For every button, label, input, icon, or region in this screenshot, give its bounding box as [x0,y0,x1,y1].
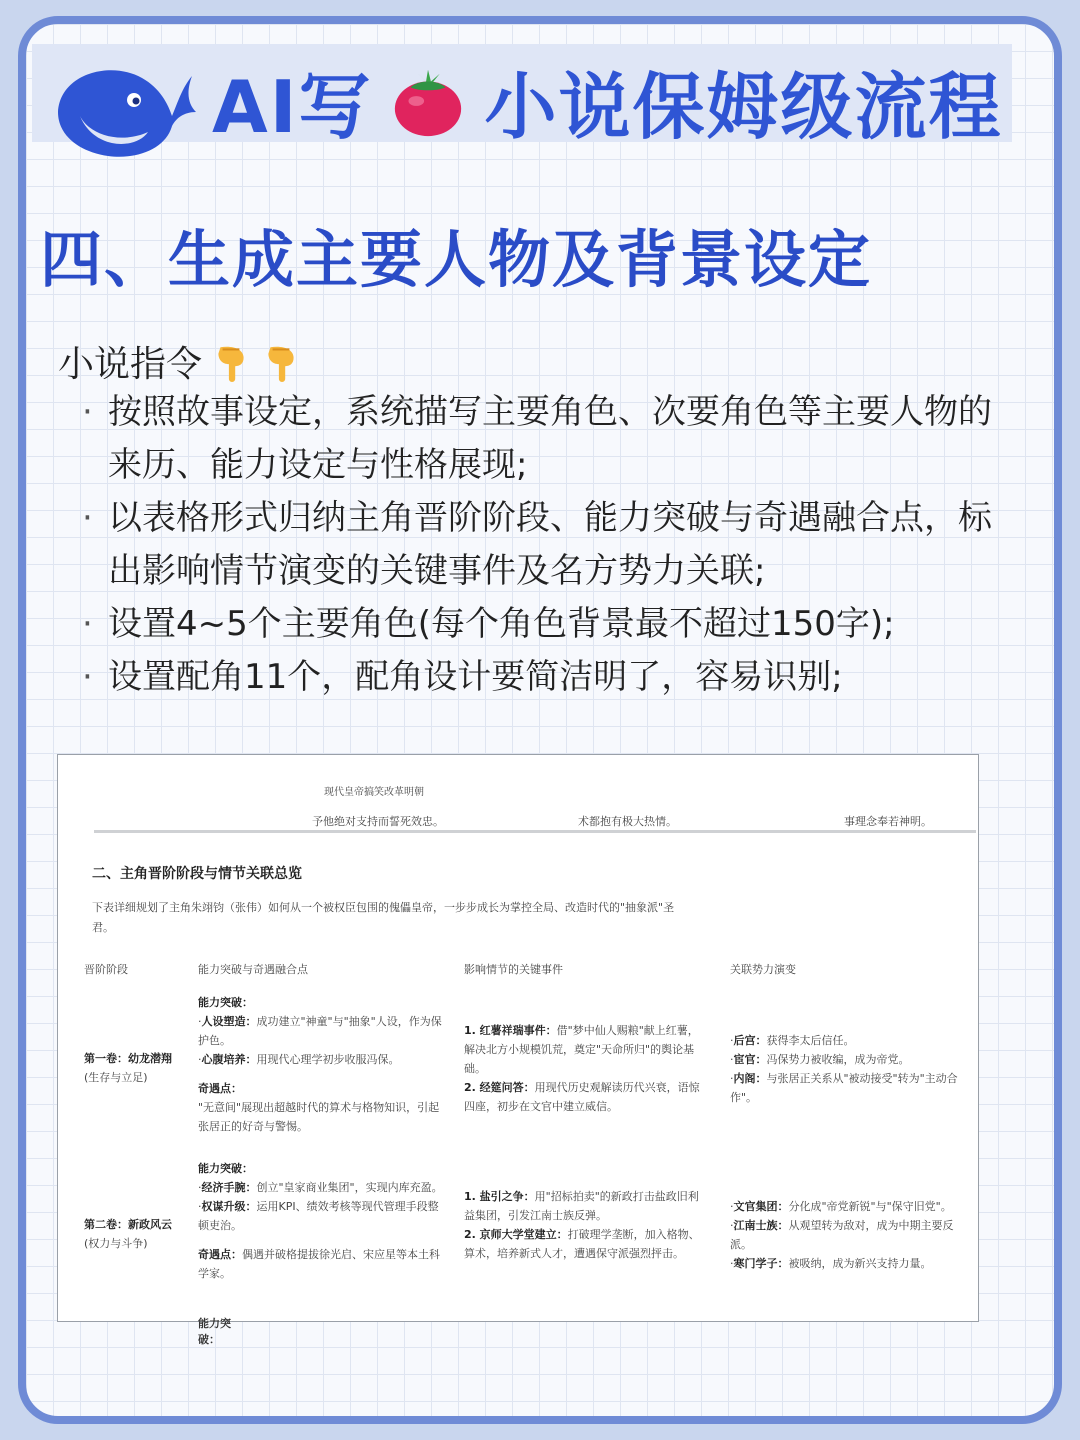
pointing-down-hand-icon [260,341,302,383]
instructions-label: 小说指令 [58,344,203,385]
column-header: 能力突破与奇遇融合点 [198,963,308,976]
banner-title-suffix: 小说保姆级流程 [484,65,1003,149]
instruction-item: · 设置4~5个主要角色(每个角色背景最不超过150字); [82,604,895,644]
doc-description: 下表详细规划了主角朱翊钧（张伟）如何从一个被权臣包围的傀儡皇帝，一步步成长为掌控全局、改造时代的"抽象派"圣君。 [92,901,675,934]
column-header: 晋阶阶段 [84,963,128,976]
banner-title-prefix: AI写 [212,65,373,149]
instruction-item: · 按照故事设定，系统描写主要角色、次要角色等主要人物的来历、能力设定与性格展现; [82,392,992,485]
cut-off-text [198,1315,248,1323]
table-row-events: 1. 红薯祥瑞事件：借"梦中仙人赐粮"献上红薯，解决北方小规模饥荒，奠定"天命所归"的舆论基础。 2. 经筵问答：用现代历史观解读历代兴衰，语惊四座，初步在文官中建立威信。 [464,1024,700,1113]
document-screenshot [57,754,979,1322]
banner-title [212,52,1032,150]
doc-top-cell: 予他绝对支持而誓死效忠。 [312,815,444,828]
column-header: 关联势力演变 [730,963,796,976]
instruction-list [78,386,1008,704]
table-row-forces: ·文官集团：分化成"帝党新锐"与"保守旧党"。 ·江南士族：从观望转为敌对，成为中期主要反派。 ·寒门学子：被吸纳，成为新兴支持力量。 [730,1200,954,1270]
doc-top-cell: 术都抱有极大热情。 [578,815,677,828]
table-row-stage: 第二卷：新政风云 (权力与斗争) [84,1218,172,1250]
instruction-item: · 设置配角11个，配角设计要简洁明了，容易识别; [82,657,843,697]
instructions-label-row [58,336,302,387]
whale-logo-icon [50,52,200,162]
table-row-abilities: 能力突破： ·经济手腕：创立"皇家商业集团"，实现内库充盈。 ·权谋升级：运用KPI、绩效考核等现代管理手段整顿吏治。 奇遇点：偶遇并破格提拔徐光启、宋应星等本土科学家。 [198,1162,443,1280]
table-row-stage: 第一卷：幼龙潜翔 (生存与立足) [84,1052,172,1084]
table-row-forces: ·后宫：获得李太后信任。 ·宦官：冯保势力被收编，成为帝党。 ·内阁：与张居正关系从"被动接受"转为"主动合作"。 [730,1034,958,1104]
instruction-item: · 以表格形式归纳主角晋阶阶段、能力突破与奇遇融合点，标出影响情节演变的关键事件及名方势力关联; [82,498,992,591]
scrollbar[interactable] [94,830,976,833]
table-row-events: 1. 盐引之争：用"招标拍卖"的新政打击盐政旧利益集团，引发江南士族反弹。 2. 京师大学堂建立：打破理学垄断，加入格物、算术，培养新式人才，遭遇保守派强烈抨击。 [464,1190,700,1260]
doc-top-line: 现代皇帝搞笑改革明朝 [324,787,424,798]
doc-top-cell: 事理念奉若神明。 [844,815,932,828]
pointing-down-hand-icon [210,341,252,383]
table-row-abilities: 能力突破： ·人设塑造：成功建立"神童"与"抽象"人设，作为保护色。 ·心腹培养：用现代心理学初步收服冯保。 奇遇点： "无意间"展现出超越时代的算术与格物知识，引起张居正的好奇与警惕。 [198,996,442,1133]
doc-section-heading: 二、主角晋阶阶段与情节关联总览 [92,866,302,882]
section-heading: 四、生成主要人物及背景设定 [40,223,873,296]
tomato-icon [389,62,467,140]
column-header: 影响情节的关键事件 [464,963,563,976]
